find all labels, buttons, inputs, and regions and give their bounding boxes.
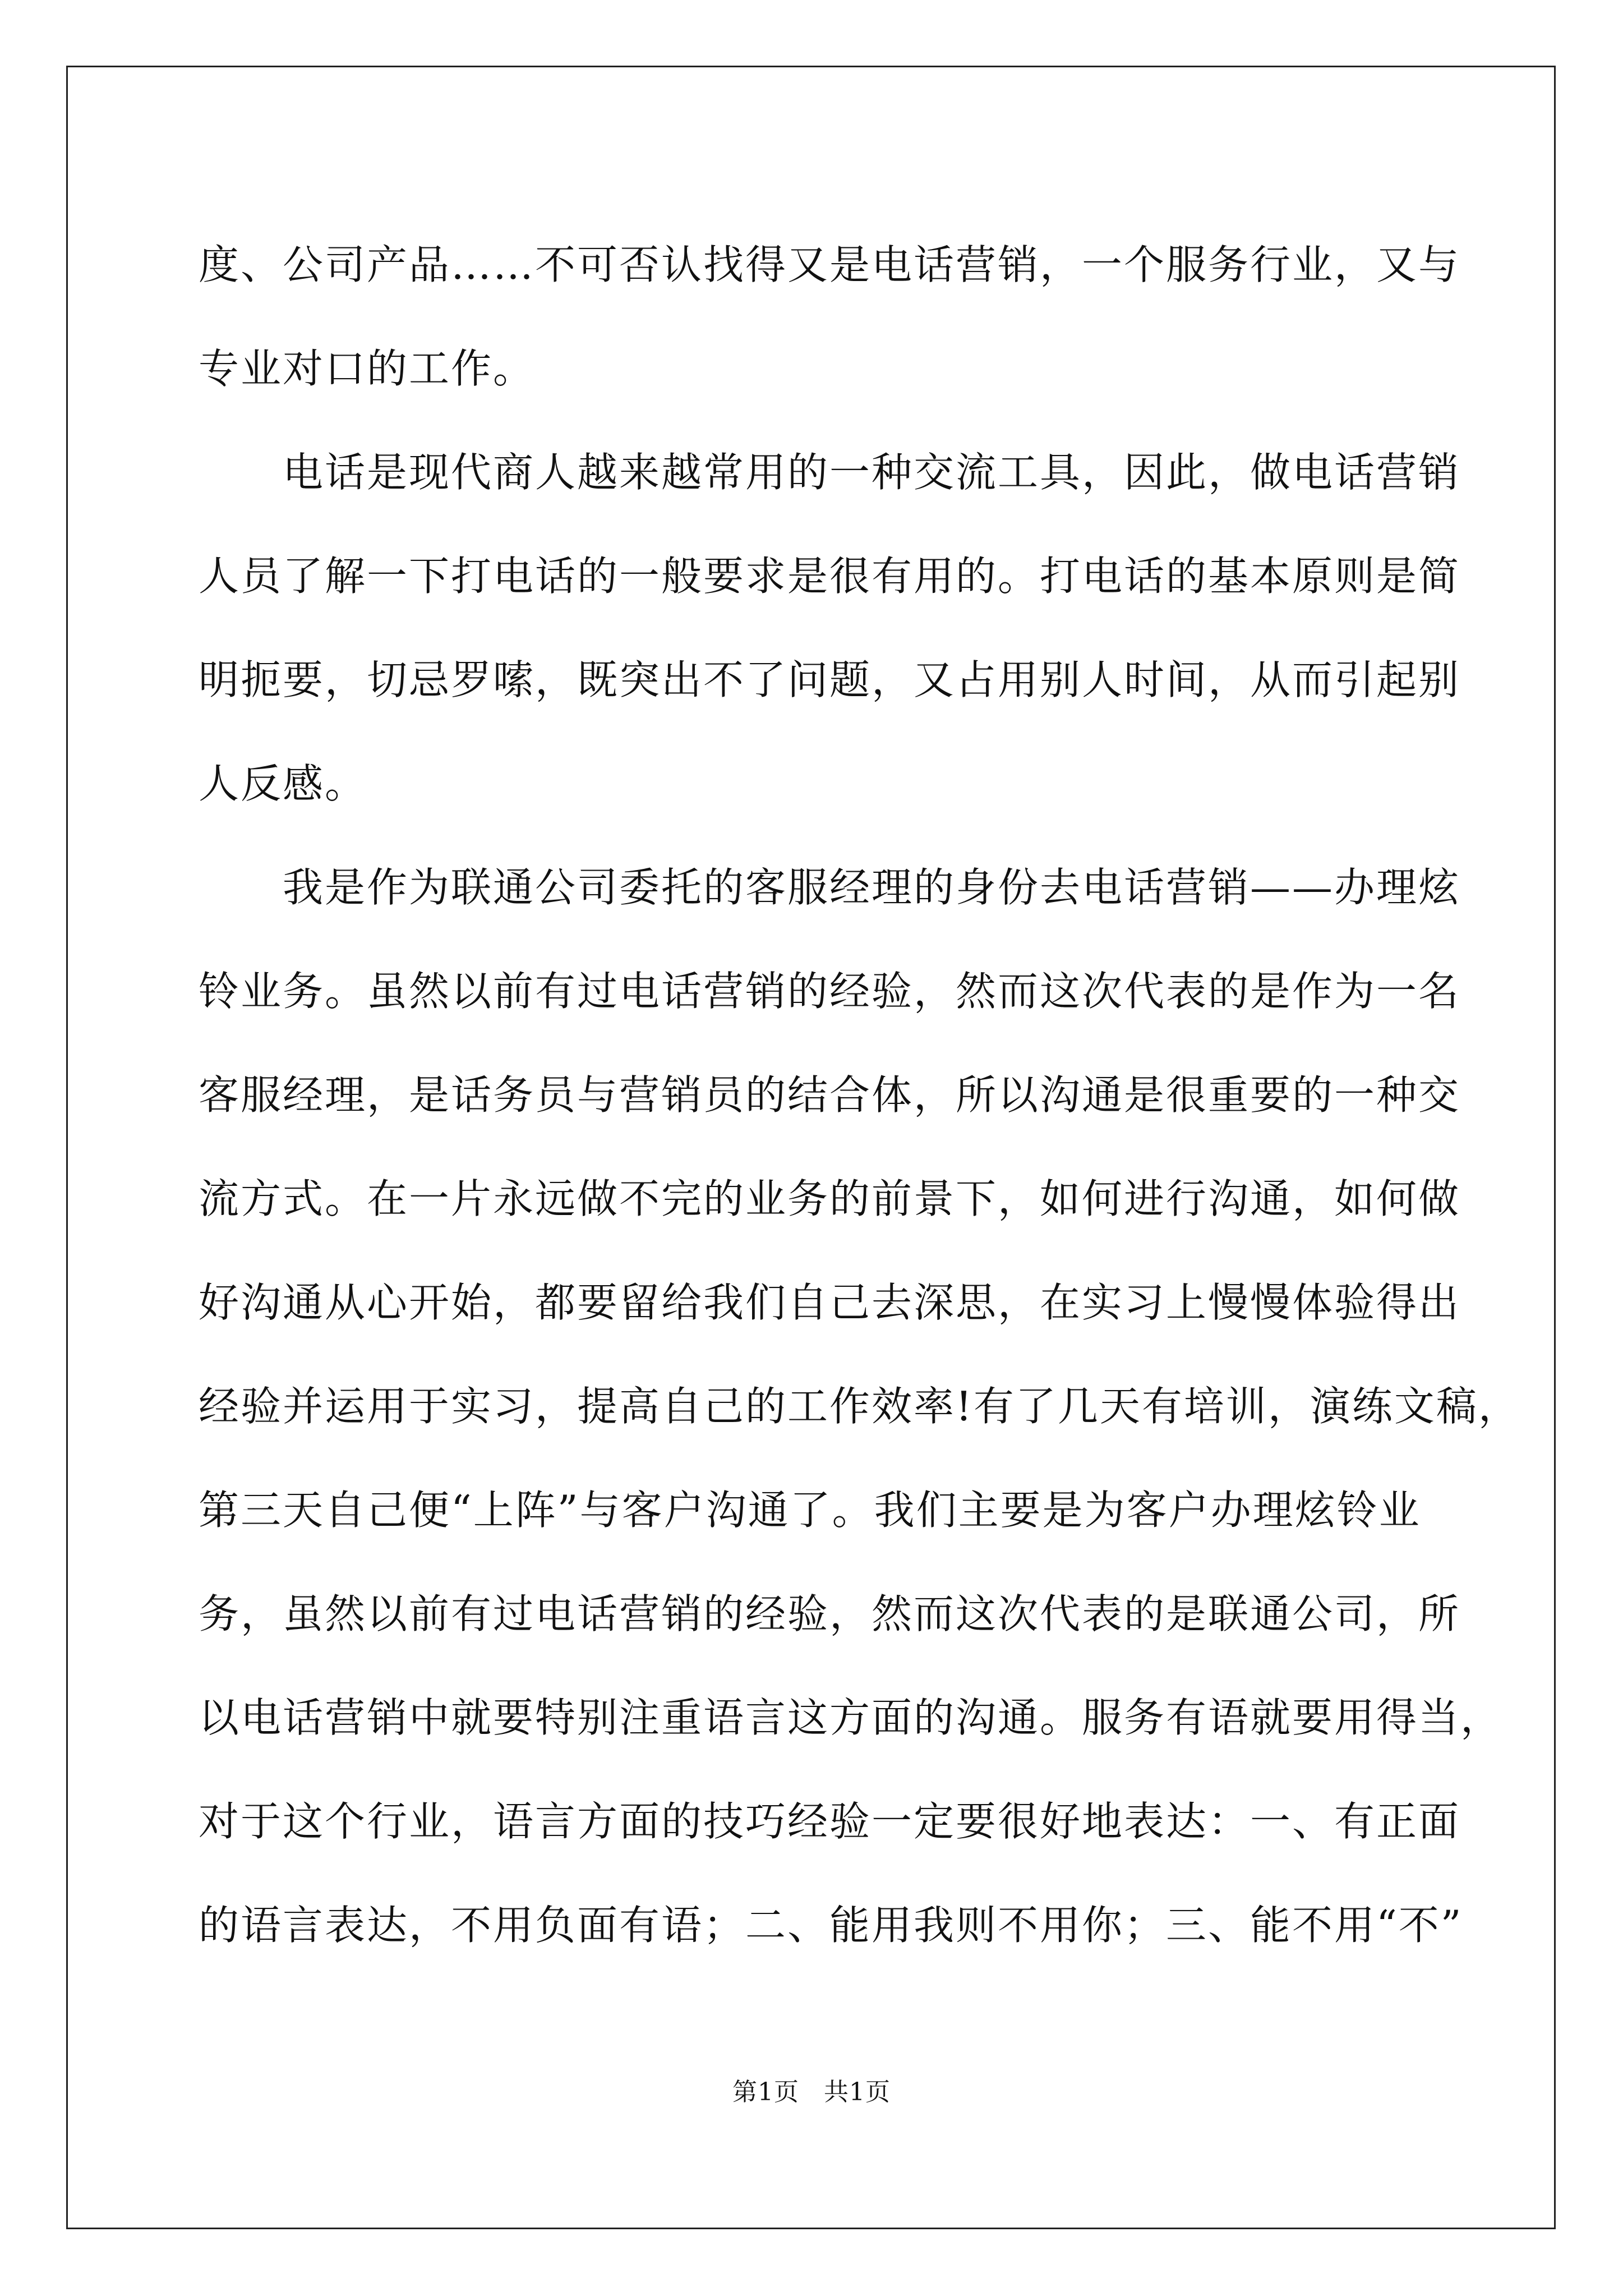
- text-line: 第三天自己便“上阵”与客户沟通了。我们主要是为客户办理炫铃业: [199, 1487, 1421, 1534]
- paragraph-start-line: 我是作为联通公司委托的客服经理的身份去电话营销——办理炫: [283, 864, 1461, 911]
- page-footer: [0, 2076, 1623, 2109]
- text-line: 以电话营销中就要特别注重语言这方面的沟通。服务有语就要用得当，: [199, 1694, 1503, 1741]
- text-line: 对于这个行业，语言方面的技巧经验一定要很好地表达：一、有正面: [199, 1798, 1461, 1845]
- text-line: 明扼要，切忌罗嗦，既突出不了问题，又占用别人时间，从而引起别: [199, 656, 1461, 703]
- page-number: 第1页: [732, 2078, 799, 2106]
- text-line: 人员了解一下打电话的一般要求是很有用的。打电话的基本原则是简: [199, 553, 1461, 600]
- text-line: 客服经理，是话务员与营销员的结合体，所以沟通是很重要的一种交: [199, 1071, 1461, 1119]
- text-line: 度、公司产品……不可否认找得又是电话营销，一个服务行业，又与: [199, 241, 1461, 288]
- text-line: 好沟通从心开始，都要留给我们自己去深思，在实习上慢慢体验得出: [199, 1279, 1461, 1326]
- text-line: 的语言表达，不用负面有语；二、能用我则不用你；三、能不用“不”: [199, 1902, 1463, 1949]
- text-line: 人反感。: [199, 760, 367, 807]
- document-body: [199, 213, 1520, 1977]
- text-line: 专业对口的工作。: [199, 345, 536, 392]
- text-line: 务，虽然以前有过电话营销的经验，然而这次代表的是联通公司，所: [199, 1590, 1461, 1637]
- text-line: 流方式。在一片永远做不完的业务的前景下，如何进行沟通，如何做: [199, 1175, 1461, 1222]
- paragraph-start-line: 电话是现代商人越来越常用的一种交流工具，因此，做电话营销: [283, 449, 1461, 496]
- text-line: 铃业务。虽然以前有过电话营销的经验，然而这次代表的是作为一名: [199, 968, 1461, 1015]
- page-total: 共1页: [824, 2078, 891, 2106]
- text-line: 经验并运用于实习，提高自己的工作效率!有了几天有培训，演练文稿，: [199, 1383, 1520, 1430]
